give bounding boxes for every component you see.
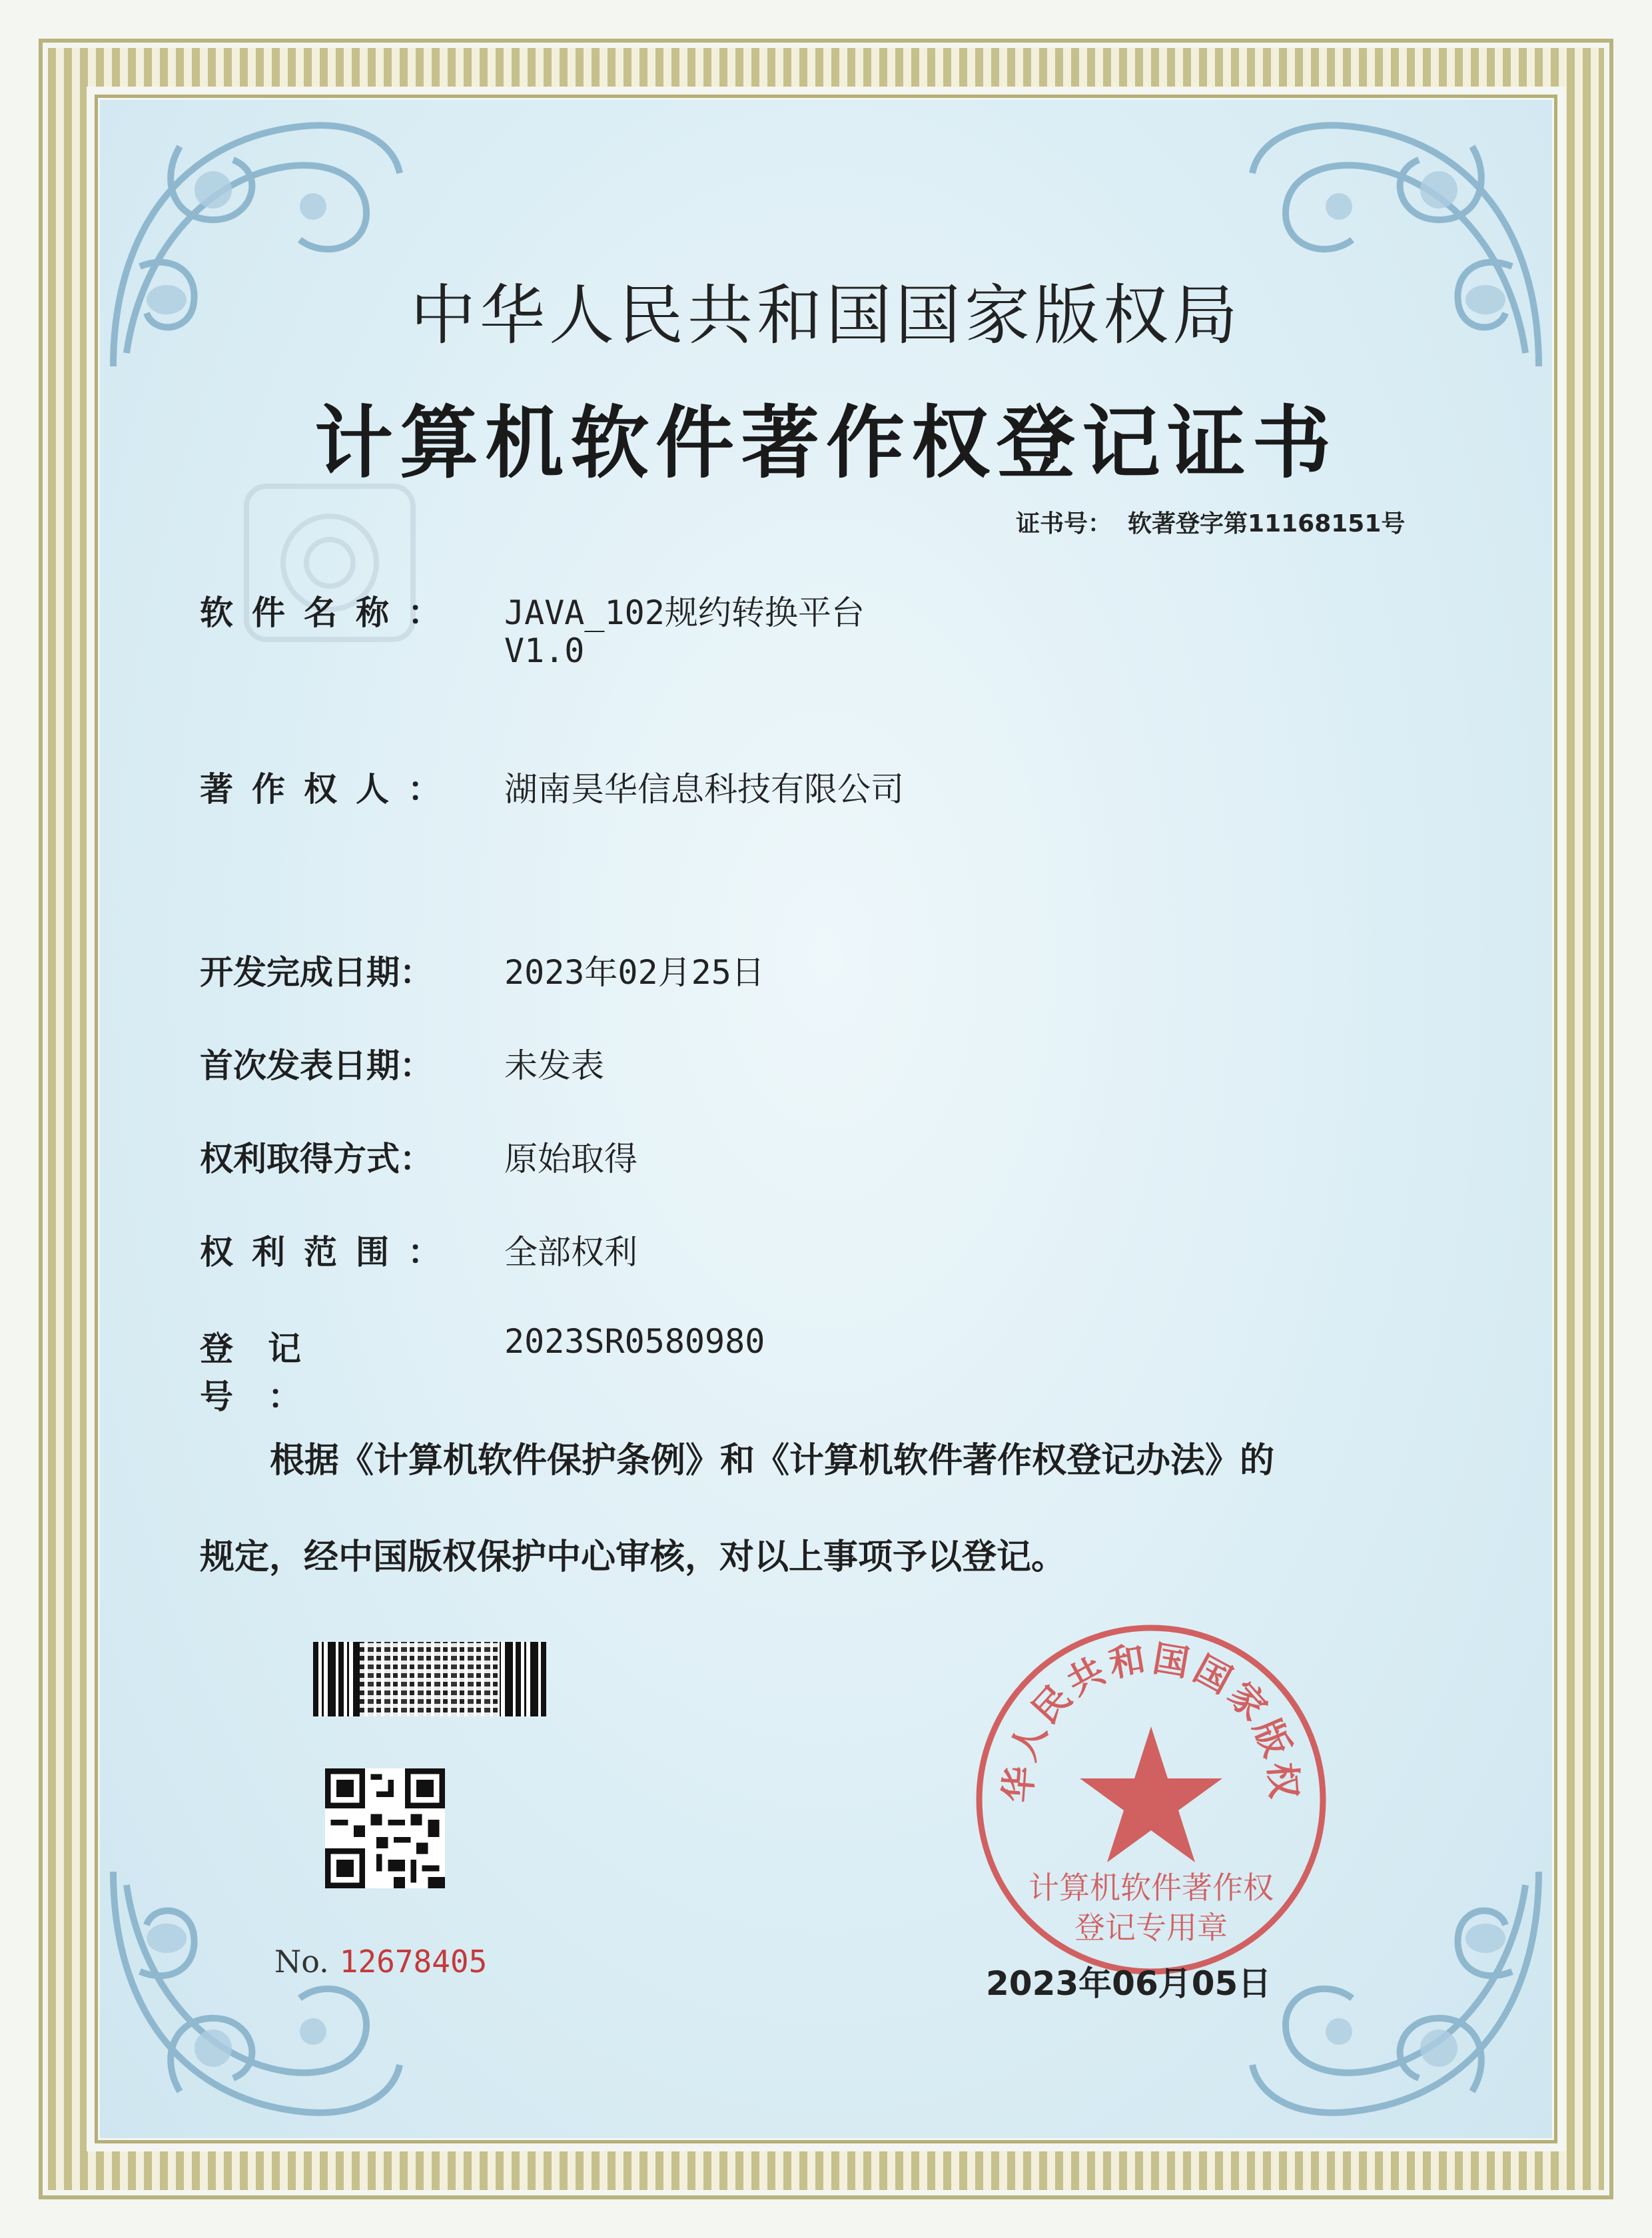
certificate-title: 计算机软件著作权登记证书 [314, 396, 1338, 489]
official-seal [971, 1620, 1331, 1980]
seal-ring-text: 华人民共和国国家版权 [997, 1637, 1306, 1804]
serial-number [274, 1944, 487, 1980]
cpcc-watermark-icon [240, 480, 420, 679]
serial-number-value: 12678405 [339, 1944, 488, 1980]
barcode-pattern [360, 1642, 500, 1716]
first-publication-date-label: 首次发表日期： [200, 1046, 433, 1085]
certificate-number-value: 软著登字第11168151号 [1128, 510, 1406, 538]
copyright-owner-value: 湖南昊华信息科技有限公司 [504, 770, 904, 809]
copyright-owner-label: 著作权人： [200, 770, 460, 809]
certificate-number-label: 证书号： [1016, 510, 1112, 538]
dev-completion-date-value: 2023年02月25日 [504, 953, 765, 992]
software-version-value: V1.0 [504, 631, 585, 670]
corner-ornament-bottom-left [100, 1858, 413, 2138]
certificate-number [1016, 505, 1421, 539]
software-name-label: 软件名称： [200, 593, 460, 632]
issuer-title: 中华人民共和国国家版权局 [410, 278, 1242, 354]
dev-completion-date-label: 开发完成日期： [200, 953, 433, 992]
rights-scope-label: 权利范围： [200, 1233, 460, 1272]
seal-line-1: 计算机软件著作权 [1029, 1870, 1274, 1906]
serial-prefix: No. [274, 1944, 329, 1980]
seal-star-icon [1080, 1726, 1222, 1862]
rights-acquisition-value: 原始取得 [504, 1140, 637, 1178]
first-publication-date-value: 未发表 [504, 1046, 604, 1085]
seal-line-2: 登记专用章 [1074, 1910, 1228, 1946]
issue-date: 2023年06月05日 [986, 1964, 1272, 2003]
statement-line-1: 根据《计算机软件保护条例》和《计算机软件著作权登记办法》的 [270, 1441, 1275, 1481]
registration-no-value: 2023SR0580980 [504, 1322, 765, 1361]
rights-acquisition-label: 权利取得方式： [200, 1140, 433, 1178]
software-name-value: JAVA_102规约转换平台 [504, 593, 865, 632]
statement-line-2: 规定，经中国版权保护中心审核，对以上事项予以登记。 [200, 1537, 1066, 1577]
registration-no-label: 登记号： [200, 1329, 336, 1416]
qr-code [325, 1768, 445, 1888]
rights-scope-value: 全部权利 [504, 1233, 637, 1272]
